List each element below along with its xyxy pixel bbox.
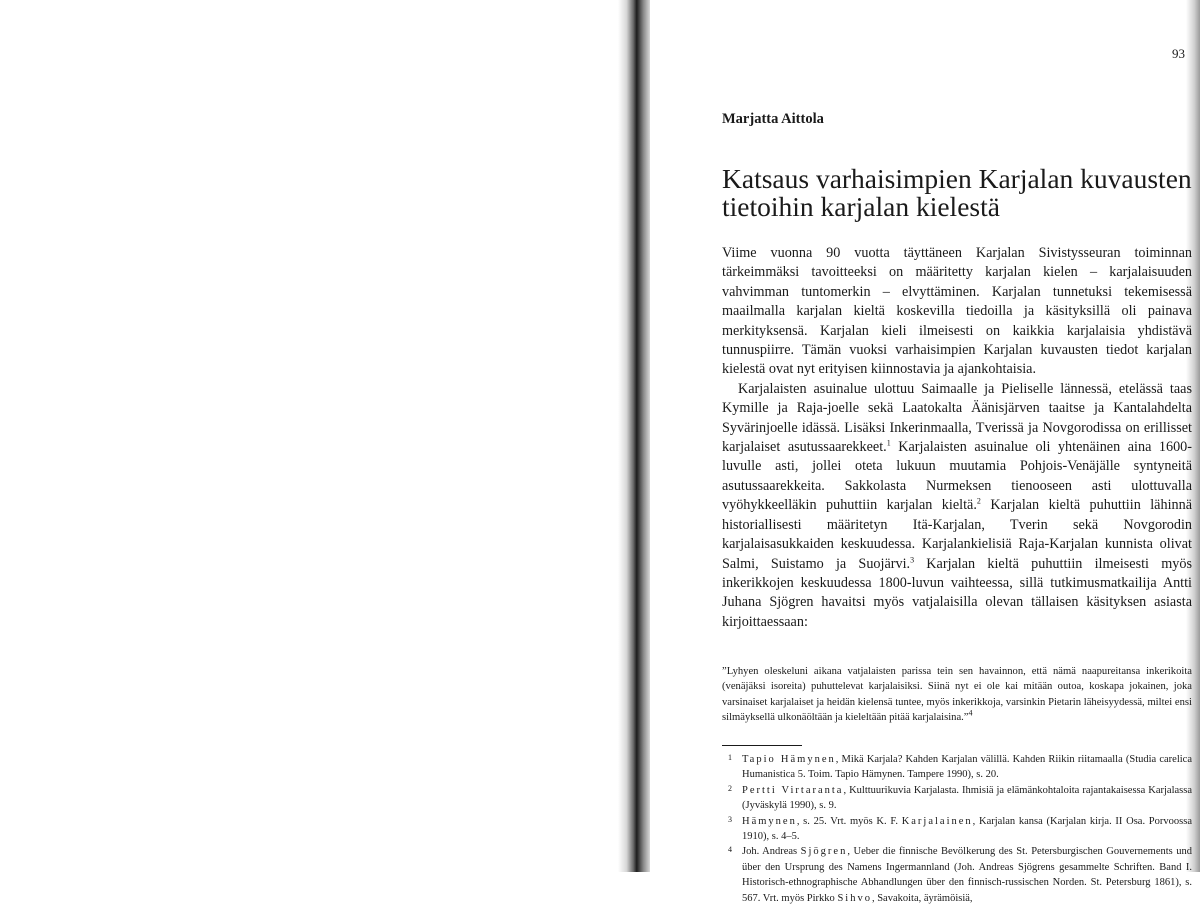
- footnote-text: , Ueber die finnische Bevölkerung des St. Petersburgischen Gouvernements und über den Ursprung des Namens Ingermannland (Joh. Andreas Sjögrens gesammelte Schriften. Band I. Historisch-ethnographische Abhandlungen über den finnisch-russischen Norden. St. Petersburg 1861), s. 567. Vrt. myös Pirkko: [742, 846, 1193, 904]
- footnote-3: [722, 814, 1192, 845]
- footnote-text: , Savakoita, äyrämöisiä,: [871, 892, 973, 904]
- footnote-ref-4: 4: [968, 708, 973, 718]
- body-paragraph-2: [722, 380, 1192, 632]
- footnote-ref-3: 3: [910, 554, 915, 564]
- body-paragraph-2-part-a: Karjalaisten asuinalue ulottuu Saimaalle ja Pieliselle lännessä, etelässä taas Kymille ja Raja-joelle sekä Laatokalta Äänisjärven taaitse ja Kantalahdelta Syvärinjoelle idässä. Lisäksi Inkerinmaalla, Tverissä ja Novgorodissa on erillisset karjalaiset asutussaarekkeet.: [722, 380, 1192, 456]
- footnote-ref-1: 1: [886, 438, 891, 448]
- footnote-author-2: Karjalainen: [901, 815, 973, 827]
- footnote-number: 4: [728, 845, 732, 855]
- article-author: Marjatta Aittola: [722, 111, 824, 127]
- footnote-number: 2: [728, 783, 732, 793]
- body-paragraph-2-part-b: Karjalaisten asuinalue oli yhtenäinen aina 1600-luvulle asti, jollei oteta lukuun muutamia Pohjois-Venäjälle syntyneitä asutussaarekkeita. Sakkolasta Nurmeksen tienooseen asti ulottuvalla vyöhykkeelläkin puhuttiin karjalan kieltä.: [722, 439, 1193, 514]
- footnote-separator: [722, 745, 802, 746]
- footnote-text: , s. 25. Vrt. myös K. F.: [796, 815, 902, 827]
- footnote-author-2: Sihvo: [837, 892, 872, 904]
- footnote-1: [722, 752, 1192, 783]
- article-title: Katsaus varhaisimpien Karjalan kuvausten tietoihin karjalan kielestä: [722, 163, 1192, 222]
- footnote-number: 1: [728, 753, 732, 762]
- body-paragraph-2-part-d: Karjalan kieltä puhuttiin ilmeisesti myös inkerikkojen keskuudessa 1800-luvun vaihteessa, sillä tutkimusmatkailija Antti Juhana Sjögren havaitsi myös vatjalaisilla olevan tällaisen käsityksen asiasta kirjoittaessaan:: [722, 555, 1192, 630]
- body-paragraph-2-part-c: Karjalan kieltä puhuttiin lähinnä historiallisesti määritetyn Itä-Karjalan, Tverin sekä Novgorodin karjalaisasukkaiden keskuudessa. Karjalankielisiä Raja-Karjalan kunnista olivat Salmi, Suistamo ja Suojärvi.: [722, 497, 1192, 572]
- footnote-ref-2: 2: [976, 496, 981, 506]
- footnotes: [722, 752, 1192, 906]
- footnote-author: Sjögren: [800, 846, 848, 858]
- footnote-number: 3: [728, 814, 732, 824]
- footnote-text: , Karjalan kansa (Karjalan kirja. II Osa. Porvoossa 1910), s. 4–5.: [742, 815, 1192, 843]
- footnote-author: Pertti Virtaranta: [742, 784, 844, 796]
- page-number: 93: [1172, 46, 1185, 61]
- footnote-author: Hämynen: [742, 815, 797, 827]
- footnote-2: [722, 783, 1192, 814]
- block-quote: [722, 664, 1192, 726]
- footnote-4: [722, 844, 1192, 906]
- footnote-text: , Mikä Karjala? Kahden Karjalan välillä. Kahden Riikin riitamaalla (Studia carelica Humanistica 5. Toim. Tapio Hämynen. Tampere 1990), s. 20.: [742, 754, 1192, 781]
- footnote-text: , Kulttuurikuvia Karjalasta. Ihmisiä ja elämänkohtaloita rajantakaisessa Karjalassa (Jyväskylä 1990), s. 9.: [742, 784, 1192, 812]
- block-quote-text: ”Lyhyen oleskeluni aikana vatjalaisten parissa tein sen havainnon, että nämä naapureitansa inkerikoita (venäjäksi isoreita) puhuttelevat karjalaisiksi. Siinä nyt ei ole kai mitään outoa, koskapa jokainen, joka varsinaiset karjalaiset ja heidän kielensä tuntee, myös inkerikkoja, varsinkin Pietarin läheisyydessä, miltei ensi silmäyksellä ulkonäöltään ja kieleltään pitää karjalaisina.”: [722, 666, 1192, 724]
- article-body: [722, 244, 1192, 632]
- body-paragraph-1: Viime vuonna 90 vuotta täyttäneen Karjalan Sivistysseuran toiminnan tärkeimmäksi tavoitteeksi on määritetty karjalan kielen – karjalaisuuden vahvimman tuntomerkin – elvyttäminen. Karjalan tunnetuksi tekemisessä maailmalla karjalan kieltä koskevilla tiedoilla ja käsityksillä oli painava merkityksensä. Karjalan kieli ilmeisesti on kaikkia karjalaisia yhdistävä tunnuspiirre. Tämän vuoksi varhaisimpien Karjalan kuvausten tiedot karjalan kielestä ovat nyt erityisen kiinnostavia ja ajankohtaisia.: [722, 245, 1192, 378]
- book-gutter: [618, 0, 652, 872]
- footnote-author: Tapio Hämynen: [742, 754, 836, 765]
- footnote-text: Joh. Andreas: [742, 846, 801, 858]
